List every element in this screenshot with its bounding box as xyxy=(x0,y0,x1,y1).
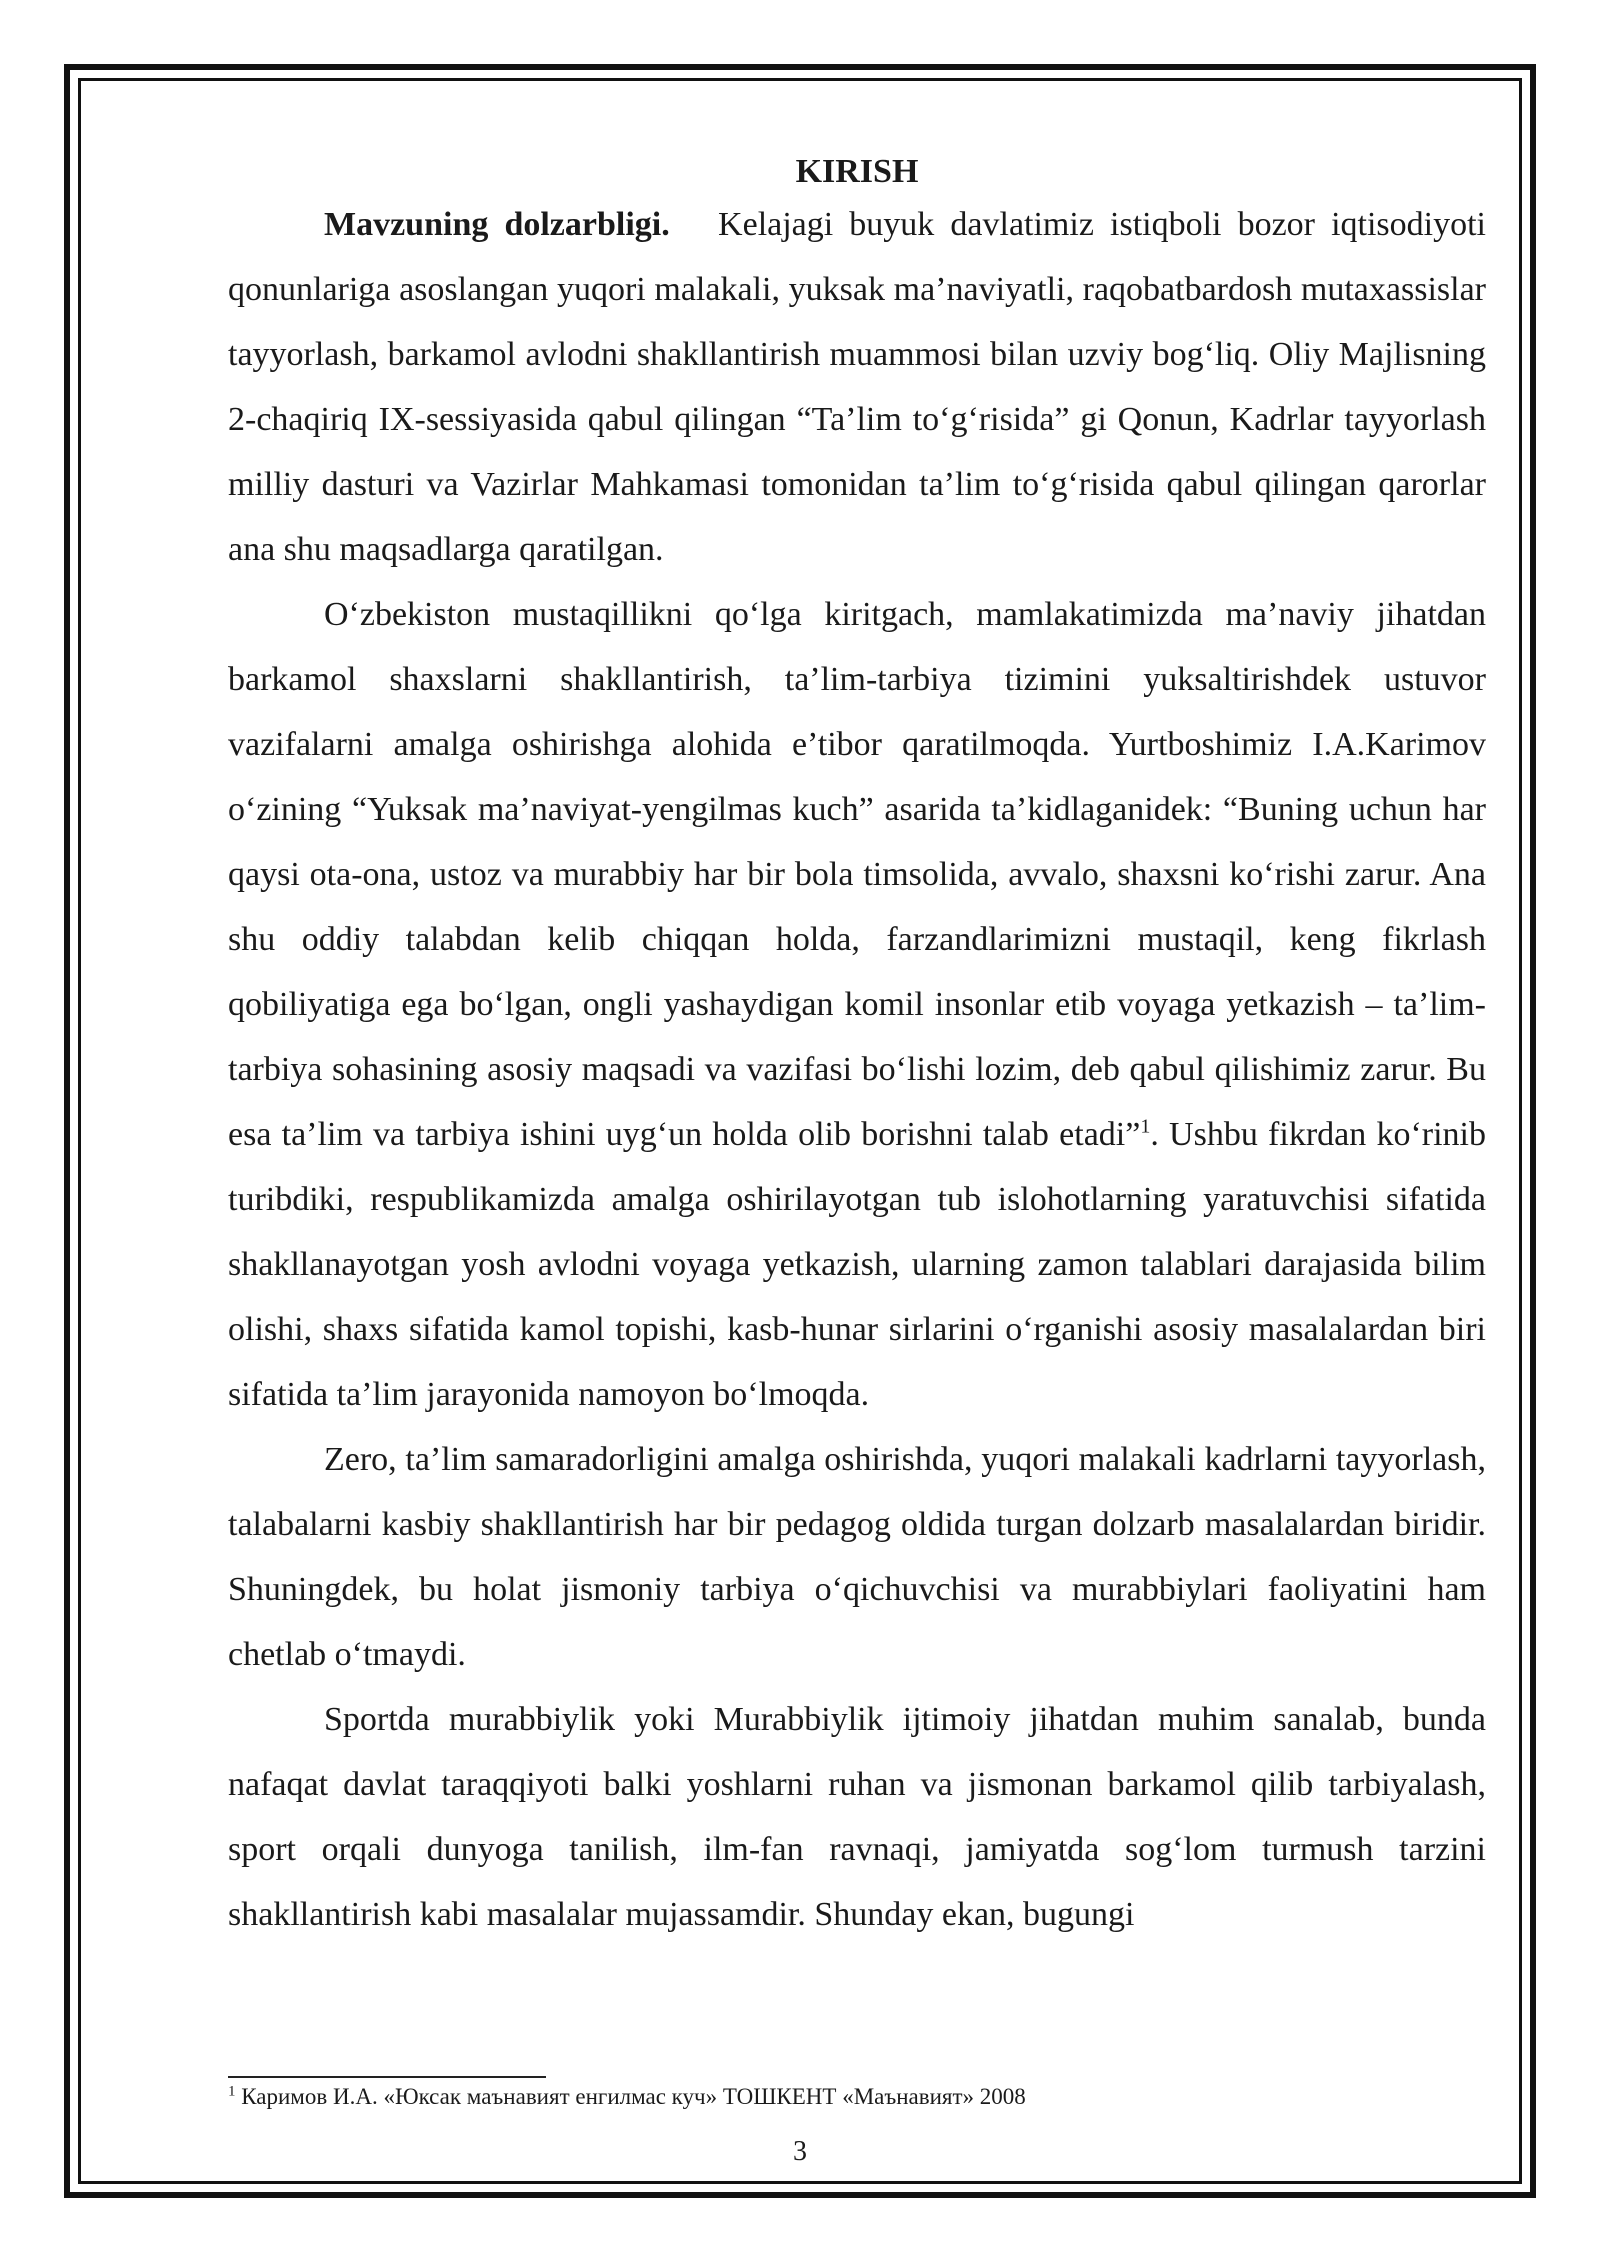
footnote-text: Каримов И.А. «Юксак маънавият енгилмас куч» ТОШКЕНТ «Маънавият» 2008 xyxy=(235,2084,1026,2109)
paragraph-text: Kelajagi buyuk davlatimiz istiqboli bozor iqtisodiyoti qonunlariga asoslangan yuqori malakali, yuksak ma’naviyatli, raqobatbardosh mutaxassislar tayyorlash, barkamol avlodni shakllantirish muammosi bilan uzviy bog‘liq. Oliy Majlisning 2-chaqiriq IX-sessiyasida qabul qilingan “Ta’lim to‘g‘risida” gi Qonun, Kadrlar tayyorlash milliy dasturi va Vazirlar Mahkamasi tomonidan ta’lim to‘g‘risida qabul qilingan qarorlar ana shu maqsadlarga qaratilgan. xyxy=(228,206,1486,568)
footnote-number: 1 xyxy=(228,2083,236,2100)
paragraph-text: . Ushbu fikrdan ko‘rinib turibdiki, respublikamizda amalga oshirilayotgan tub islohotlarning yaratuvchisi sifatida shakllanayotgan yosh avlodni voyaga yetkazish, ularning zamon talablari darajasida bilim olishi, shaxs sifatida kamol topishi, kasb-hunar sirlarini o‘rganishi asosiy masalalardan biri sifatida ta’lim jarayonida namoyon bo‘lmoqda. xyxy=(228,1116,1486,1413)
footnote-separator xyxy=(228,2076,546,2078)
document-body xyxy=(228,152,1486,1947)
paragraph-text: Sportda murabbiylik yoki Murabbiylik ijtimoiy jihatdan muhim sanalab, bunda nafaqat davlat taraqqiyoti balki yoshlarni ruhan va jismonan barkamol qilib tarbiyalash, sport orqali dunyoga tanilish, ilm-fan ravnaqi, jamiyatda sog‘lom turmush tarzini shakllantirish kabi masalalar mujassamdir. Shunday ekan, bugungi xyxy=(228,1701,1486,1933)
paragraph-education-efficiency xyxy=(228,1427,1486,1687)
paragraph-independence xyxy=(228,582,1486,1427)
paragraph-text: Zero, ta’lim samaradorligini amalga oshirishda, yuqori malakali kadrlarni tayyorlash, talabalarni kasbiy shakllantirish har bir pedagog oldida turgan dolzarb masalalardan biridir. Shuningdek, bu holat jismoniy tarbiya o‘qichuvchisi va murabbiylari faoliyatini ham chetlab o‘tmaydi. xyxy=(228,1441,1486,1673)
paragraph-coaching xyxy=(228,1687,1486,1947)
page-number: 3 xyxy=(793,2136,807,2167)
page-title: KIRISH xyxy=(795,153,919,190)
paragraph-lead-heading: Mavzuning dolzarbligi. xyxy=(324,206,670,243)
footnote-reference[interactable]: 1 xyxy=(1140,1115,1151,1138)
footnote xyxy=(228,2082,1486,2112)
paragraph-text: O‘zbekiston mustaqillikni qo‘lga kiritgach, mamlakatimizda ma’naviy jihatdan barkamol shaxslarni shakllantirish, ta’lim-tarbiya tizimini yuksaltirishdek ustuvor vazifalarni amalga oshirishga alohida e’tibor qaratilmoqda. Yurtboshimiz I.A.Karimov o‘zining “Yuksak ma’naviyat-yengilmas kuch” asarida ta’kidlaganidek: “Buning uchun har qaysi ota-ona, ustoz va murabbiy har bir bola timsolida, avvalo, shaxsni ko‘rishi zarur. Ana shu oddiy talabdan kelib chiqqan holda, farzandlarimizni mustaqil, keng fikrlash qobiliyatiga ega bo‘lgan, ongli yashaydigan komil insonlar etib voyaga yetkazish – ta’lim-tarbiya sohasining asosiy maqsadi va vazifasi bo‘lishi lozim, deb qabul qilishimiz zarur. Bu esa ta’lim va tarbiya ishini uyg‘un holda olib borishni talab etadi” xyxy=(228,596,1486,1153)
paragraph-relevance xyxy=(228,192,1486,582)
